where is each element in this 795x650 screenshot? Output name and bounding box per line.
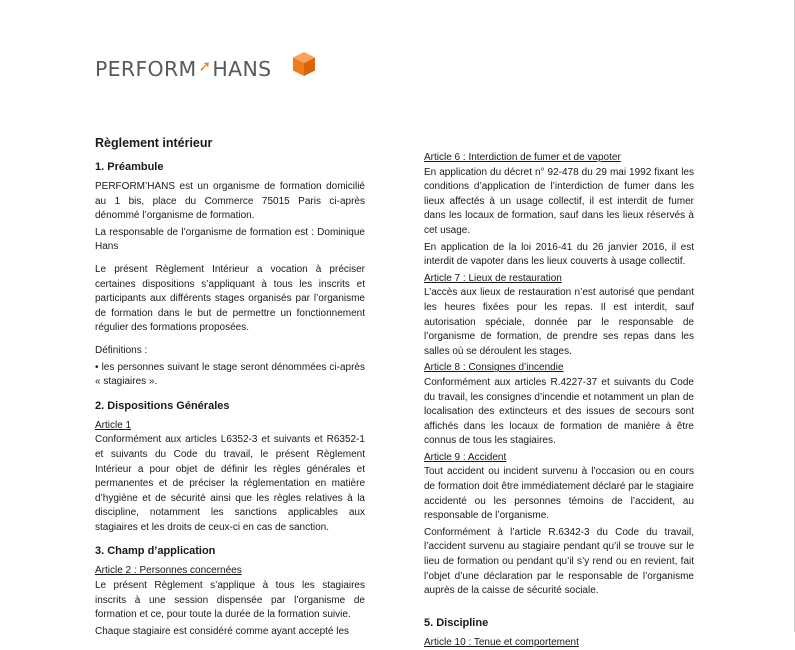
article-1-title: Article 1	[95, 419, 132, 431]
right-column	[424, 151, 694, 650]
article-6-paragraph-2: En application de la loi 2016-41 du 26 janvier 2016, il est interdit de vapoter dans les lieux couverts à usage collectif.	[424, 241, 694, 268]
preambule-paragraph: PERFORM’HANS est un organisme de formation domicilié au 1 bis, place du Commerce 75015 Paris ci-après dénommé l’organisme de formation.	[95, 181, 365, 222]
cube-logo-icon	[292, 51, 316, 77]
article-2-text: Le présent Règlement s’applique à tous les stagiaires inscrits à une session dispensée par l’organisme de formation et ce, pour toute la durée de la formation suivie.	[95, 580, 365, 621]
article-2-title: Article 2 : Personnes concernées	[95, 565, 242, 577]
article-10-title: Article 10 : Tenue et comportement	[424, 636, 579, 648]
article-6-paragraph-1: En application du décret n° 92-478 du 29 mai 1992 fixant les conditions d’application de l’interdiction de fumer dans les lieux affectés à un usage collectif, il est interdit de fumer dans les locaux de formation, sauf dans les lieux réservés à cet usage.	[424, 166, 694, 236]
article-8-text: Conformément aux articles R.4227-37 et suivants du Code du travail, les consignes d’incendie et notamment un plan de localisation des extincteurs et des issues de secours sont affichés dans les locaux de formation de manière à être connus de tous les stagiaires.	[424, 376, 694, 447]
logo-text-right: HANS	[212, 57, 272, 81]
article-9-paragraph-2: Conformément à l’article R.6342-3 du Code du travail, l’accident survenu au stagiaire pendant qu’il se trouve sur le lieu de formation ou pendant qu’il s’y rend ou en revient, fait l’objet d’une déclaration par le responsable de l’organisme auprès de la caisse de sécurité sociale.	[424, 526, 694, 597]
arrow-icon: ➚	[198, 57, 212, 75]
article-7-text: L’accès aux lieux de restauration n’est autorisé que pendant les heures fixées pour les repas. Il est interdit, sauf autorisation spéciale, donnée par le responsable de l’organisme de formation, de prendre ses repas dans les salles où se déroulent les stages.	[424, 287, 694, 357]
section-champ-heading: 3. Champ d’application	[95, 545, 216, 558]
left-column	[95, 134, 365, 647]
article-1-text: Conformément aux articles L6352-3 et suivants et R6352-1 et suivants du Code du travail, le présent Règlement Intérieur a pour objet de définir les règles générales et permanentes et de préciser la réglementation en matière d’hygiène et de sécurité ainsi que les règles relatives à la discipline, notamment les sanctions applicables aux stagiaires et les droits de ceux-ci en cas de sanction.	[95, 434, 365, 533]
article-6-title: Article 6 : Interdiction de fumer et de vapoter	[424, 152, 621, 163]
section-dispositions-heading: 2. Dispositions Générales	[95, 399, 230, 412]
article-8-title: Article 8 : Consignes d’incendie	[424, 362, 564, 374]
section-preambule-heading: 1. Préambule	[95, 161, 164, 173]
article-9-title: Article 9 : Accident	[424, 451, 507, 463]
article-7-title: Article 7 : Lieux de restauration	[424, 272, 562, 284]
definitions-item: • les personnes suivant le stage seront dénommées ci-après « stagiaires ».	[95, 361, 365, 388]
definitions-label: Définitions :	[95, 344, 148, 356]
article-2-text-cut: Chaque stagiaire est considéré comme ayant accepté les	[95, 625, 350, 637]
document-title: Règlement intérieur	[95, 136, 213, 150]
vocation-paragraph: Le présent Règlement Intérieur a vocation à préciser certaines dispositions s’appliquant à tous les inscrits et participants aux différents stages organisés par l’organisme de formation dans le but de permettre un fonctionnement régulier des formations proposées.	[95, 263, 365, 334]
article-9-paragraph-1: Tout accident ou incident survenu à l’occasion ou en cours de formation doit être immédiatement déclaré par le stagiaire accidenté ou les personnes témoins de l’accident, au responsable de l’organisme.	[424, 466, 694, 522]
responsable-paragraph: La responsable de l’organisme de formation est : Dominique Hans	[95, 226, 365, 253]
logo-text-left: PERFORM	[95, 57, 197, 81]
section-discipline-heading: 5. Discipline	[424, 616, 489, 629]
